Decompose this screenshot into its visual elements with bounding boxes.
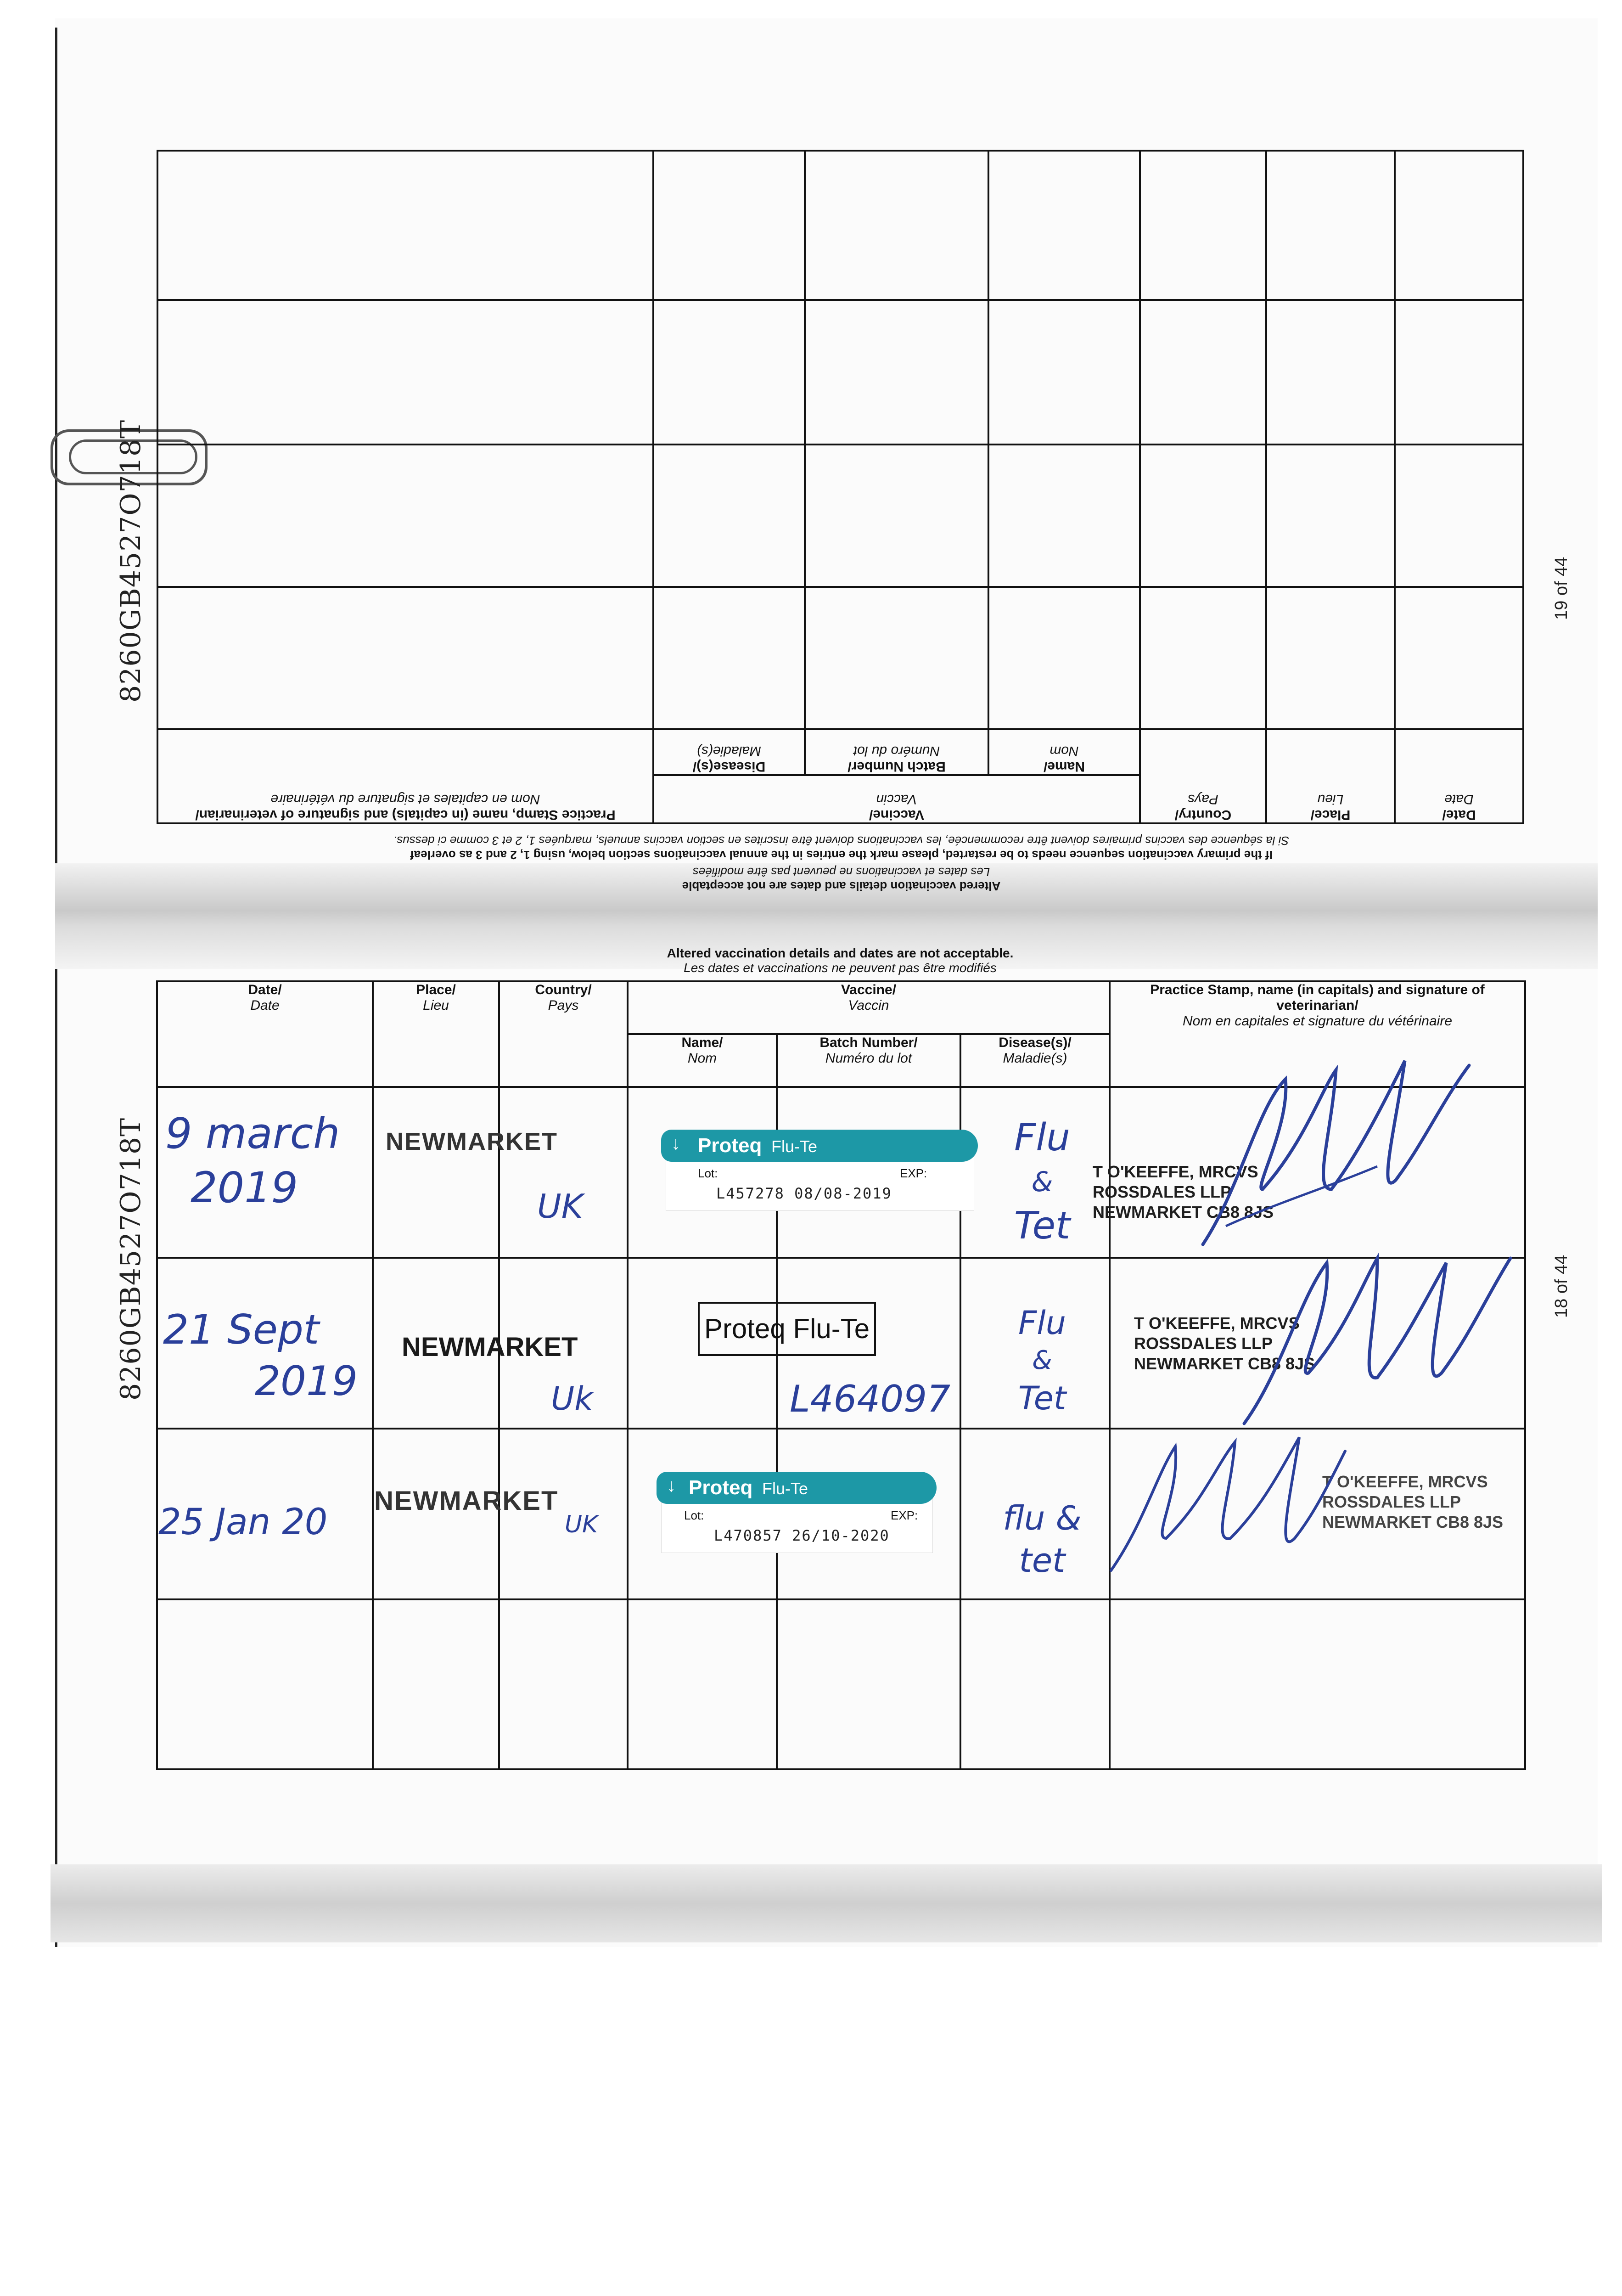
row2-vaccine-box: Proteq Flu-Te [698,1302,876,1356]
row1-place: NEWMARKET [386,1128,558,1155]
header-stamp: Practice Stamp, name (in capitals) and signature of veterinarian/ Nom en capitales et signature du vétérinaire [1110,981,1525,1087]
signature-row3 [1097,1424,1354,1580]
upper-header-stamp: Practice Stamp, name (in capitals) and signature of veterinarian/ Nom en capitales et signature du vétérinaire [157,729,653,823]
header-batch: Batch Number/ Numéro du lot [777,1034,960,1087]
row1-country: UK [537,1187,583,1226]
serial-number-top: 8260GB4527O718T [115,419,147,703]
row2-country: Uk [551,1380,593,1418]
upper-warning-fr: Les dates et vaccinations ne peuvent pas être modifiées [692,865,990,879]
row2-disease: Flu & Tet [1018,1304,1066,1417]
upper-empty-row [157,445,1523,587]
row3-place: NEWMARKET [374,1486,559,1516]
upper-page [158,103,1524,912]
signature-row1 [1184,1052,1506,1254]
row3-country: UK [565,1511,598,1538]
upper-header-name: Name/ Nom [988,729,1140,775]
row1-disease: Flu & Tet [1014,1116,1071,1248]
row2-vet-stamp: T O'KEEFFE, MRCVS ROSSDALES LLP NEWMARKET CB8 8JS [1134,1314,1315,1373]
row3-lot-value: L470857 26/10-2020 [714,1527,890,1544]
upper-instructions: If the primary vaccination sequence needs to be restarted, please mark the entries in the annual vaccinations section below, using 1, 2 and 3 as overleaf [410,848,1273,862]
upper-header-vaccine: Vaccine/ Vaccin [653,775,1140,823]
row1-vet-stamp: T O'KEEFFE, MRCVS ROSSDALES LLP NEWMARKET CB8 8JS [1093,1162,1274,1221]
table-row [157,1599,1525,1769]
row3-disease: flu & tet [1003,1499,1082,1580]
row3-vet-stamp: T O'KEEFFE, MRCVS ROSSDALES LLP NEWMARKET CB8 8JS [1322,1472,1504,1531]
row1-exp-label: EXP: [900,1166,927,1180]
header-country: Country/ Pays [499,981,628,1087]
header-name: Name/ Nom [628,1034,777,1087]
header-vaccine: Vaccine/ Vaccin [628,981,1110,1034]
upper-header-country: Country/ Pays [1140,729,1266,823]
upper-header-batch: Batch Number/ Numéro du lot [805,729,988,775]
upper-empty-row [157,300,1523,445]
row1-date: 9 march 2019 [165,1109,340,1212]
upper-header-place: Place/ Lieu [1266,729,1395,823]
row3-date: 25 Jan 20 [158,1502,328,1543]
upper-header-disease: Disease(s)/ Maladie(s) [653,729,805,775]
row1-lot-label: Lot: [698,1166,718,1180]
header-disease: Disease(s)/ Maladie(s) [960,1034,1110,1087]
row1-label-banner: ↓ Proteq Flu-Te [661,1130,978,1162]
upper-warning: Altered vaccination details and dates are not acceptable [682,879,1001,893]
upper-empty-row [157,587,1523,729]
row1-lot-value: L457278 08/08-2019 [716,1185,892,1202]
upper-empty-row [157,151,1523,300]
signature-row2 [1230,1240,1524,1437]
page-number-top: 19 of 44 [1552,557,1571,620]
upper-instructions-fr: Si la séquence des vaccins primaires doivent être recommencée, les vaccinations doivent être inscrites en section vaccins annuels, marquées 1, 2 et 3 comme ci dessus. [393,834,1289,848]
serial-number-bottom: 8260GB4527O718T [115,1117,147,1401]
page-bottom-shadow [51,1864,1602,1942]
row3-label-banner: ↓ Proteq Flu-Te [657,1472,937,1504]
row2-batch: L464097 [790,1378,950,1420]
row3-exp-label: EXP: [891,1508,918,1522]
row2-place: NEWMARKET [402,1332,578,1362]
upper-vaccination-table [157,150,1524,824]
header-date: Date/ Date [157,981,373,1087]
row3-lot-label: Lot: [684,1508,704,1522]
page-left-edge [55,28,57,1947]
row2-date: 21 Sept 2019 [163,1306,358,1405]
header-place: Place/ Lieu [373,981,499,1087]
upper-header-date: Date/ Date [1395,729,1523,823]
lower-warning: Altered vaccination details and dates are not acceptable. Les dates et vaccinations ne peuvent pas être modifiés [667,946,1014,975]
page-number-bottom: 18 of 44 [1552,1255,1571,1318]
